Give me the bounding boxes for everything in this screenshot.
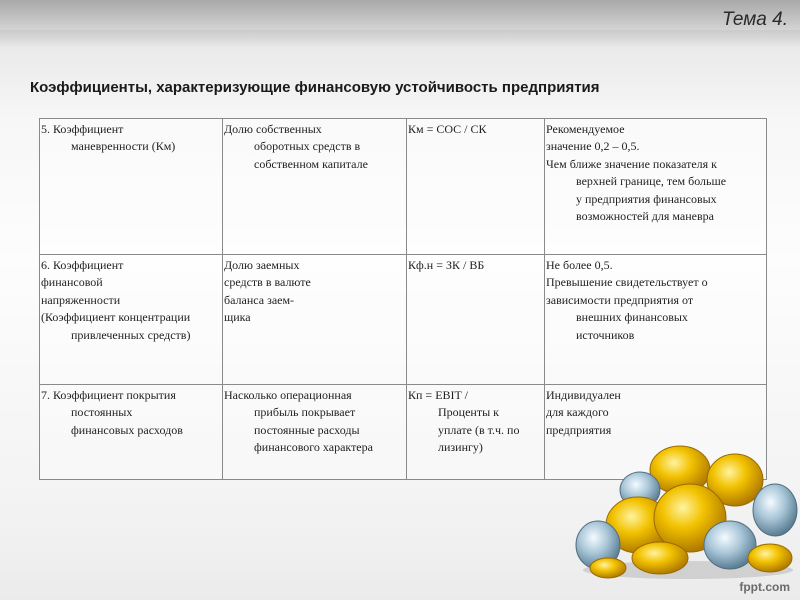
ratio-note-line: предприятия (546, 422, 612, 437)
ratios-table (39, 118, 767, 480)
ratio-definition-cell (223, 119, 407, 255)
ratio-definition-line: постоянные расходы (254, 422, 360, 437)
ratio-formula-cell (407, 119, 545, 255)
ratio-formula-cell (407, 255, 545, 385)
ratio-note-line: возможностей для маневра (576, 208, 714, 223)
ratio-note-line: у предприятия финансовых (576, 191, 717, 206)
ratio-definition-line: баланса заем- (224, 292, 295, 307)
ratio-note-cell (545, 255, 767, 385)
ratio-definition-line: Насколько операционная (224, 388, 352, 402)
ratio-definition-line: оборотных средств в (254, 139, 361, 154)
ratio-name-line: маневренности (Км) (71, 139, 176, 154)
ratio-note-line: Индивидуален (546, 388, 621, 402)
top-shadow (0, 30, 800, 48)
coin-silver-icon (704, 521, 756, 569)
ratio-name-line: напряженности (41, 292, 121, 307)
ratio-name-line: привлеченных средств) (71, 327, 191, 342)
table-row (40, 119, 767, 255)
ratio-name-line: финансовой (41, 275, 103, 290)
ratio-note-line: значение 0,2 – 0,5. (546, 139, 640, 154)
ratio-name-line: 5. Коэффициент (41, 122, 124, 136)
ratio-formula-line: Кф.н = ЗК / ВБ (408, 258, 485, 272)
ratio-definition-cell (223, 385, 407, 480)
theme-label: Тема 4. (721, 9, 788, 30)
coin-gold-icon (632, 542, 688, 574)
ratio-formula-cell (407, 385, 545, 480)
ratio-note-line: зависимости предприятия от (546, 292, 694, 307)
ratio-name-line: 7. Коэффициент покрытия (41, 388, 176, 402)
ratio-definition-line: средств в валюте (224, 275, 311, 290)
ratio-note-line: Превышение свидетельствует о (546, 275, 708, 290)
coin-silver-icon (753, 484, 797, 536)
ratio-formula-line: лизингу) (438, 440, 483, 455)
ratio-note-line: Не более 0,5. (546, 258, 613, 272)
ratio-name-line: финансовых расходов (71, 422, 183, 437)
ratio-definition-line: прибыль покрывает (254, 405, 356, 420)
ratio-formula-line: Проценты к (438, 405, 499, 420)
ratio-name-cell (40, 119, 223, 255)
ratio-name-line: постоянных (71, 405, 133, 420)
ratio-name-cell (40, 385, 223, 480)
ratio-formula-line: Кп = EBIT / (408, 388, 468, 402)
ratio-note-line: верхней границе, тем больше (576, 174, 727, 189)
ratio-definition-line: щика (224, 310, 251, 325)
ratio-note-line: для каждого (546, 405, 609, 420)
ratio-name-line: 6. Коэффициент (41, 258, 124, 272)
ratio-name-cell (40, 255, 223, 385)
coins-illustration (570, 440, 800, 580)
ratio-definition-line: собственном капитале (254, 156, 368, 171)
ratio-note-cell (545, 119, 767, 255)
ratio-note-line: Рекомендуемое (546, 122, 625, 136)
ratio-definition-line: финансового характера (254, 440, 373, 455)
coin-gold-icon (748, 544, 792, 572)
ratio-definition-line: Долю заемных (224, 258, 300, 272)
table-row (40, 255, 767, 385)
ratio-formula-line: Км = СОС / СК (408, 122, 487, 136)
top-band (0, 0, 800, 30)
ratio-note-line: Чем ближе значение показателя к (546, 156, 717, 171)
ratio-formula-line: уплате (в т.ч. по (438, 422, 520, 437)
ratio-definition-cell (223, 255, 407, 385)
coin-gold-icon (590, 558, 626, 578)
ratio-name-line: (Коэффициент концентрации (41, 310, 191, 325)
ratio-note-line: источников (576, 327, 635, 342)
ratio-note-line: внешних финансовых (576, 310, 688, 325)
slide-title: Коэффициенты, характеризующие финансовую устойчивость предприятия (30, 79, 600, 96)
brand-label: fppt.com (739, 580, 790, 594)
ratio-definition-line: Долю собственных (224, 122, 322, 136)
